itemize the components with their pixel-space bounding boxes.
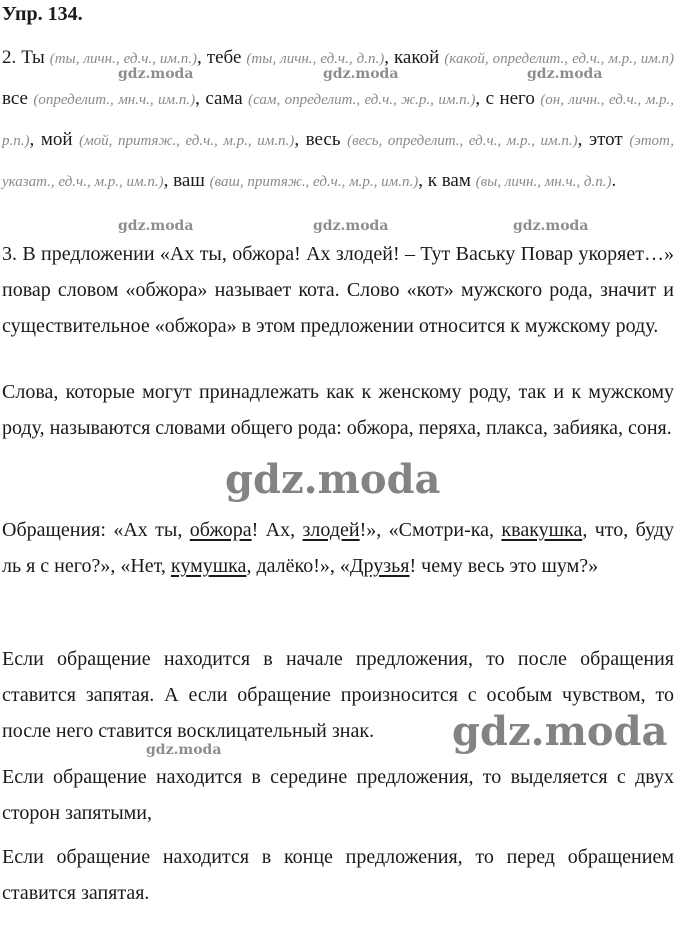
pronoun-gloss: (весь, определит., ед.ч., м.р., им.п.) <box>347 133 578 149</box>
pronoun-gloss: (ты, личн., ед.ч., им.п.) <box>49 51 198 67</box>
pronoun-gloss: (вы, личн., мн.ч., д.п.) <box>475 174 612 190</box>
pronoun-gloss: (сам, определит., ед.ч., ж.р., им.п.) <box>248 92 476 108</box>
pronoun-word: ваш <box>173 170 210 191</box>
exercise-title: Упр. 134. <box>2 3 83 25</box>
pronoun-gloss: (он, личн., ед.ч., м.р., р.п.) <box>2 92 675 149</box>
watermark: gdz.moda <box>146 742 222 758</box>
appeal-word: обжора <box>189 519 252 541</box>
appeal-text: ! чему весь это шум?» <box>409 555 599 577</box>
appeal-text: ! Ах, <box>251 519 303 541</box>
separator: , <box>294 129 306 150</box>
rule-end-paragraph: Если обращение находится в конце предложения, то перед обращением ставится запятая. <box>2 846 674 904</box>
rule-middle-paragraph: Если обращение находится в середине предложения, то выделяется с двух сторон запятыми, <box>2 766 674 824</box>
separator: , <box>577 129 589 150</box>
pronoun-gloss: (мой, притяж., ед.ч., м.р., им.п.) <box>79 133 295 149</box>
item3-paragraph: 3. В предложении «Ах ты, обжора! Ах злодей! – Тут Ваську Повар укоряет…» повар словом «обжора» называет кота. Слово «кот» мужского рода, значит и существительное «обжора» в этом предложении относится к мужскому роду. <box>2 243 674 337</box>
watermark: gdz.moda <box>323 66 399 82</box>
pronoun-gloss: (определит., мн.ч., им.п.) <box>33 92 196 108</box>
item2-number: 2. <box>2 47 22 68</box>
separator: . <box>611 170 617 191</box>
pronoun-word: с него <box>485 88 541 109</box>
separator: , <box>475 88 486 109</box>
pronoun-word: все <box>2 88 34 109</box>
appeal-text: , что, буду ль я с него?», «Нет, <box>2 519 674 577</box>
separator: , <box>418 170 428 191</box>
pronoun-word: тебе <box>206 47 247 68</box>
pronoun-gloss: (какой, определит., ед.ч., м.р., им.п) <box>444 51 675 67</box>
watermark: gdz.moda <box>118 218 194 234</box>
pronoun-word: какой <box>393 47 445 68</box>
appeal-text: !», «Смотри-ка, <box>359 519 502 541</box>
pronoun-word: этот <box>588 129 630 150</box>
separator: , <box>195 88 206 109</box>
appeal-word: квакушка <box>501 519 583 541</box>
appeal-word: кумушка <box>170 555 247 577</box>
separator: , <box>197 47 207 68</box>
separator: , <box>163 170 174 191</box>
appeals-paragraph <box>2 512 674 584</box>
pronoun-word: мой <box>40 129 80 150</box>
watermark: gdz.moda <box>452 708 668 755</box>
watermark: gdz.moda <box>527 66 603 82</box>
separator: , <box>29 129 41 150</box>
rule-start-paragraph: Если обращение находится в начале предложения, то после обращения ставится запятая. А если обращение произносится с особым чувством, то после него ставится восклицательный знак. <box>2 648 674 742</box>
pronoun-word: весь <box>305 129 348 150</box>
watermark: gdz.moda <box>513 218 589 234</box>
appeal-text: , далёко!», « <box>246 555 350 577</box>
watermark: gdz.moda <box>225 456 441 503</box>
pronoun-word: Ты <box>21 47 50 68</box>
pronoun-word: к вам <box>427 170 476 191</box>
common-gender-paragraph: Слова, которые могут принадлежать как к женскому роду, так и к мужскому роду, называются словами общего рода: обжора, перяха, плакса, забияка, соня. <box>2 381 674 439</box>
watermark: gdz.moda <box>313 218 389 234</box>
watermark: gdz.moda <box>118 66 194 82</box>
separator: , <box>384 47 394 68</box>
appeal-text: Обращения: «Ах ты, <box>2 519 190 541</box>
pronoun-list <box>2 38 674 202</box>
pronoun-gloss: (этот, указат., ед.ч., м.р., им.п.) <box>2 133 675 190</box>
pronoun-word: сама <box>205 88 249 109</box>
appeal-word: злодей <box>302 519 360 541</box>
appeal-word: Друзья <box>349 555 410 577</box>
pronoun-gloss: (ваш, притяж., ед.ч., м.р., им.п.) <box>209 174 419 190</box>
pronoun-gloss: (ты, личн., ед.ч., д.п.) <box>246 51 385 67</box>
